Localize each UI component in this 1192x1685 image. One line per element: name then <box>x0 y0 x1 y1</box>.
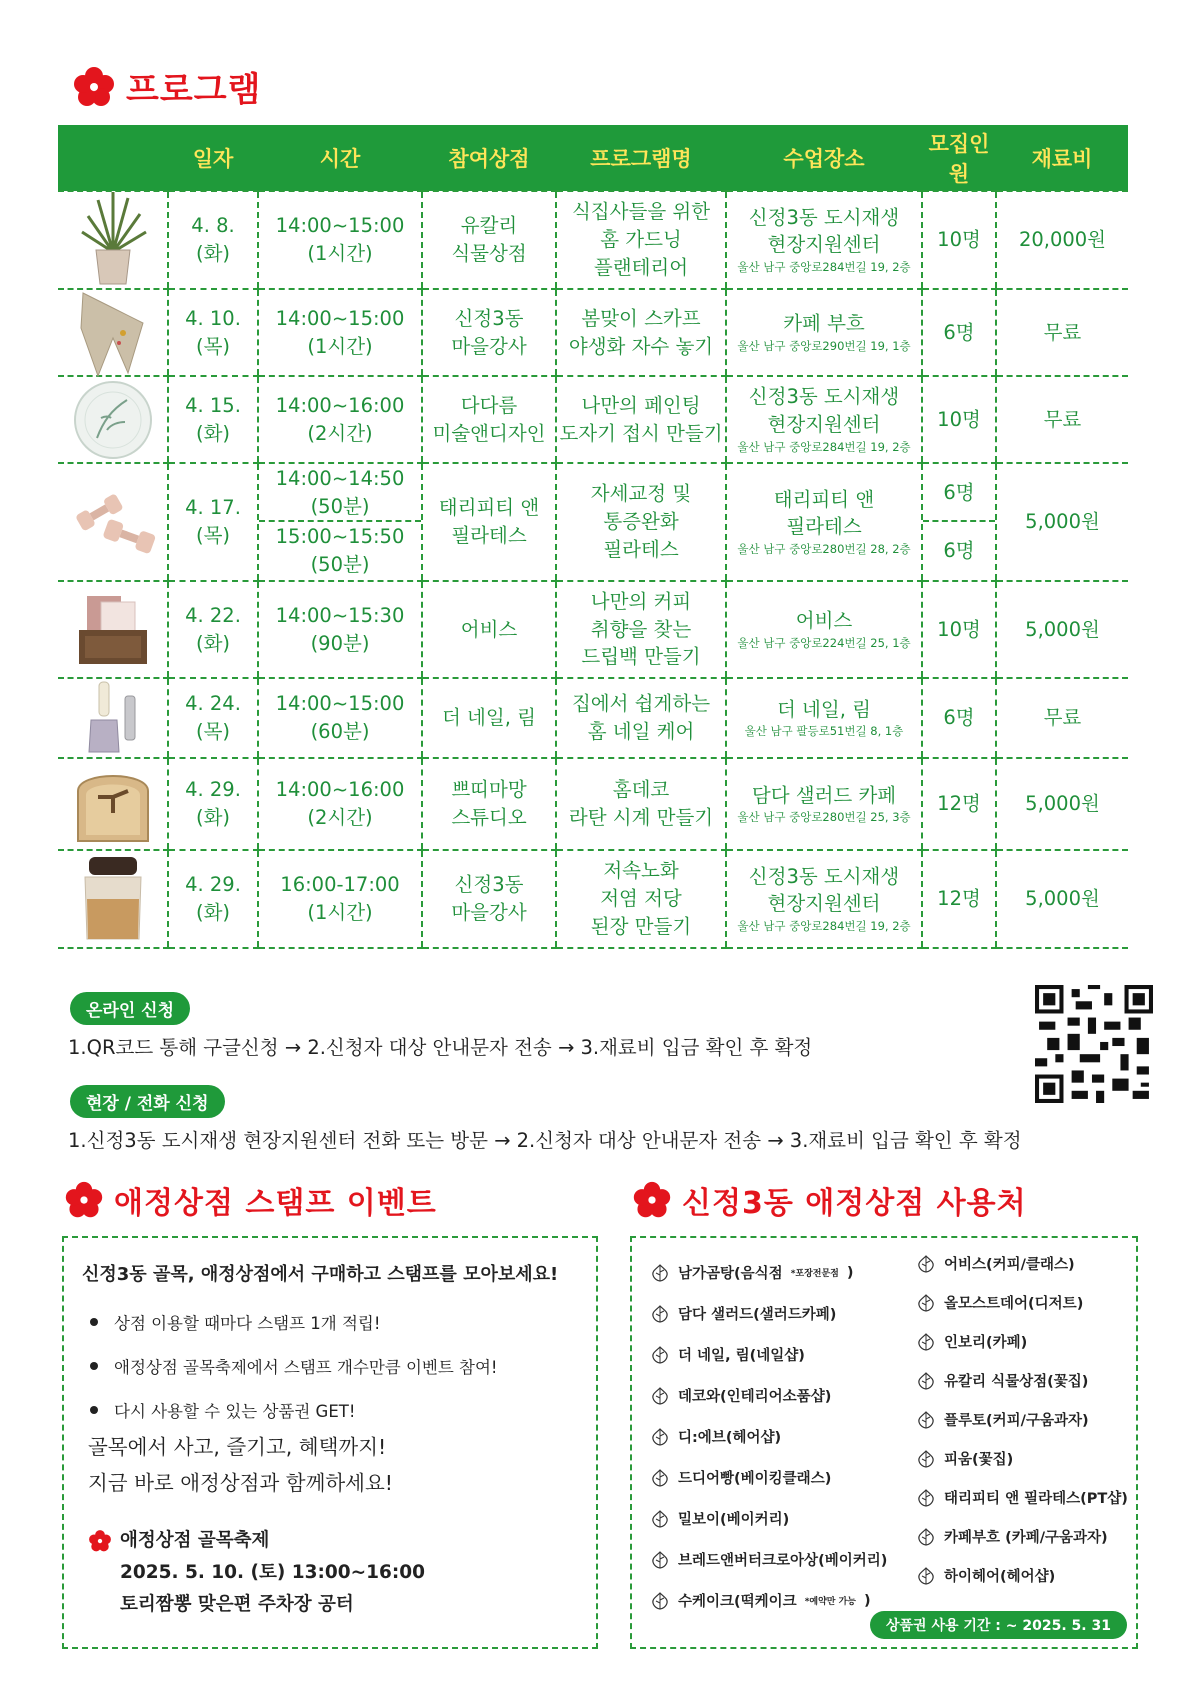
list-item: 플루토(커피/구움과자) <box>916 1400 1128 1439</box>
stamp-event-box <box>62 1236 598 1649</box>
leaf-outline-icon <box>650 1509 670 1529</box>
header-people: 모집인원 <box>922 125 996 191</box>
cell-shop: 신정3동 마을강사 <box>422 289 556 376</box>
thumb-dumbbell <box>58 463 168 581</box>
cell-time: 14:00~15:00 (1시간) <box>258 191 422 289</box>
list-item: 담다 샐러드(샐러드카페) <box>650 1293 887 1334</box>
cell-fee: 5,000원 <box>996 581 1128 678</box>
usage-box <box>630 1236 1138 1649</box>
offline-signup-steps: 1.신정3동 도시재생 현장지원센터 전화 또는 방문 → 2.신청자 대상 안내문자 전송 → 3.재료비 입금 확인 후 확정 <box>68 1129 1022 1152</box>
program-section-title <box>72 62 261 111</box>
cell-fee: 무료 <box>996 678 1128 758</box>
cell-fee: 20,000원 <box>996 191 1128 289</box>
cell-program: 식집사들을 위한 홈 가드닝 플랜테리어 <box>556 191 726 289</box>
list-item: 하이헤어(헤어샵) <box>916 1556 1128 1595</box>
cell-place: 신정3동 도시재생 현장지원센터 울산 남구 중앙로284번길 19, 2층 <box>726 191 922 289</box>
cell-date: 4. 29. (화) <box>168 758 258 850</box>
list-item: 태리피티 앤 필라테스(PT샵) <box>916 1478 1128 1517</box>
cell-place: 태리피티 앤 필라테스 울산 남구 중앙로280번길 28, 2층 <box>726 463 922 581</box>
cell-fee: 5,000원 <box>996 463 1128 581</box>
leaf-outline-icon <box>916 1293 936 1313</box>
leaf-outline-icon <box>650 1345 670 1365</box>
table-row <box>58 289 1128 376</box>
cell-place: 담다 샐러드 카페 울산 남구 중앙로280번길 25, 3층 <box>726 758 922 850</box>
header-program: 프로그램명 <box>556 125 726 191</box>
table-row <box>58 191 1128 289</box>
list-item: 더 네일, 림(네일샵) <box>650 1334 887 1375</box>
cell-program: 나만의 페인팅 도자기 접시 만들기 <box>556 376 726 463</box>
flower-icon <box>632 1180 672 1220</box>
festival-info <box>88 1525 425 1620</box>
thumb-scarf <box>58 289 168 376</box>
cell-shop: 더 네일, 림 <box>422 678 556 758</box>
list-item: 남가곰탕(음식점 *포장전문점 ) <box>650 1252 887 1293</box>
cell-fee: 5,000원 <box>996 850 1128 948</box>
header-shop: 참여상점 <box>422 125 556 191</box>
list-item: 카페부흐 (카페/구움과자) <box>916 1517 1128 1556</box>
leaf-outline-icon <box>916 1488 936 1508</box>
thumb-plate <box>58 376 168 463</box>
list-item: 애정상점 골목축제에서 스탬프 개수만큼 이벤트 참여! <box>90 1354 498 1378</box>
leaf-outline-icon <box>650 1550 670 1570</box>
cell-time: 14:00~15:30 (90분) <box>258 581 422 678</box>
cell-program: 나만의 커피 취향을 찾는 드립백 만들기 <box>556 581 726 678</box>
qr-code[interactable] <box>1035 985 1153 1103</box>
leaf-outline-icon <box>650 1304 670 1324</box>
list-item: 올모스트데어(디저트) <box>916 1283 1128 1322</box>
cell-people: 6명 <box>922 289 996 376</box>
cell-shop: 쁘띠마망 스튜디오 <box>422 758 556 850</box>
cell-date: 4. 22. (화) <box>168 581 258 678</box>
list-item: 브레드앤버터크로아상(베이커리) <box>650 1539 887 1580</box>
stamp-headline: 신정3동 골목, 애정상점에서 구매하고 스탬프를 모아보세요! <box>82 1264 559 1285</box>
cell-place: 신정3동 도시재생 현장지원센터 울산 남구 중앙로284번길 19, 2층 <box>726 376 922 463</box>
leaf-outline-icon <box>916 1254 936 1274</box>
cell-fee: 무료 <box>996 289 1128 376</box>
cell-date: 4. 8. (화) <box>168 191 258 289</box>
cell-time: 14:00~15:00 (1시간) <box>258 289 422 376</box>
usage-section-title <box>632 1178 1027 1222</box>
leaf-outline-icon <box>650 1427 670 1447</box>
header-fee: 재료비 <box>996 125 1128 191</box>
cell-date: 4. 17. (목) <box>168 463 258 581</box>
people-slot-b: 6명 <box>943 538 975 562</box>
leaf-outline-icon <box>916 1332 936 1352</box>
offline-signup-badge: 현장 / 전화 신청 <box>70 1085 225 1118</box>
shop-list-left <box>650 1252 887 1621</box>
cell-fee: 무료 <box>996 376 1128 463</box>
thumb-rattan-clock <box>58 758 168 850</box>
leaf-outline-icon <box>650 1263 670 1283</box>
table-header-row <box>58 125 1128 191</box>
cell-place: 신정3동 도시재생 현장지원센터 울산 남구 중앙로284번길 19, 2층 <box>726 850 922 948</box>
cell-place: 카페 부흐 울산 남구 중앙로290번길 19, 1층 <box>726 289 922 376</box>
cell-program: 홈데코 라탄 시계 만들기 <box>556 758 726 850</box>
table-row <box>58 850 1128 948</box>
cell-time-split <box>258 463 422 581</box>
cell-time: 14:00~16:00 (2시간) <box>258 376 422 463</box>
cell-people: 12명 <box>922 850 996 948</box>
cell-people-split <box>922 463 996 581</box>
list-item: 데코와(인테리어소품샵) <box>650 1375 887 1416</box>
list-item: 피움(꽃집) <box>916 1439 1128 1478</box>
online-signup-steps: 1.QR코드 통해 구글신청 → 2.신청자 대상 안내문자 전송 → 3.재료비 입금 확인 후 확정 <box>68 1036 813 1059</box>
cell-program: 집에서 쉽게하는 홈 네일 케어 <box>556 678 726 758</box>
flower-icon <box>64 1180 104 1220</box>
header-place: 수업장소 <box>726 125 922 191</box>
leaf-outline-icon <box>650 1468 670 1488</box>
leaf-outline-icon <box>650 1386 670 1406</box>
list-item: 밀보이(베이커리) <box>650 1498 887 1539</box>
cell-time: 16:00-17:00 (1시간) <box>258 850 422 948</box>
program-title: 프로그램 <box>126 70 262 110</box>
stamp-title: 애정상점 스탬프 이벤트 <box>114 1186 437 1221</box>
cell-shop: 유칼리 식물상점 <box>422 191 556 289</box>
table-row <box>58 678 1128 758</box>
cell-time: 14:00~16:00 (2시간) <box>258 758 422 850</box>
list-item: 어비스(커피/클래스) <box>916 1244 1128 1283</box>
list-item: 디:에브(헤어샵) <box>650 1416 887 1457</box>
cell-people: 6명 <box>922 678 996 758</box>
thumb-doenjang-jar <box>58 850 168 948</box>
cell-date: 4. 10. (목) <box>168 289 258 376</box>
cell-shop: 다다름 미술앤디자인 <box>422 376 556 463</box>
cell-date: 4. 29. (화) <box>168 850 258 948</box>
cell-people: 10명 <box>922 191 996 289</box>
header-date: 일자 <box>168 125 258 191</box>
program-table <box>58 125 1128 949</box>
cell-fee: 5,000원 <box>996 758 1128 850</box>
cell-date: 4. 15. (화) <box>168 376 258 463</box>
voucher-period-badge: 상품권 사용 기간 : ~ 2025. 5. 31 <box>870 1611 1127 1639</box>
cell-people: 12명 <box>922 758 996 850</box>
list-item: 드디어빵(베이킹클래스) <box>650 1457 887 1498</box>
cell-place: 더 네일, 림 울산 남구 팔등로51번길 8, 1층 <box>726 678 922 758</box>
time-slot-a: 14:00~14:50 (50분) <box>259 465 421 522</box>
cell-shop: 어비스 <box>422 581 556 678</box>
cell-program: 저속노화 저염 저당 된장 만들기 <box>556 850 726 948</box>
festival-date: 2025. 5. 10. (토) 13:00~16:00 <box>120 1561 426 1583</box>
cell-people: 10명 <box>922 376 996 463</box>
stamp-section-title <box>64 1178 437 1222</box>
list-item: 수케이크(떡케이크 *예약만 가능 ) <box>650 1580 887 1621</box>
cell-program: 봄맞이 스카프 야생화 자수 놓기 <box>556 289 726 376</box>
table-row <box>58 463 1128 581</box>
list-item: 인보리(카페) <box>916 1322 1128 1361</box>
leaf-outline-icon <box>916 1449 936 1469</box>
cell-date: 4. 24. (목) <box>168 678 258 758</box>
flower-icon <box>88 1529 112 1553</box>
header-time: 시간 <box>258 125 422 191</box>
festival-title: 애정상점 골목축제 <box>120 1530 270 1551</box>
cell-place: 어비스 울산 남구 중앙로224번길 25, 1층 <box>726 581 922 678</box>
cell-shop: 태리피티 앤 필라테스 <box>422 463 556 581</box>
cell-program: 자세교정 및 통증완화 필라테스 <box>556 463 726 581</box>
stamp-slogan: 골목에서 사고, 즐기고, 혜택까지! 지금 바로 애정상점과 함께하세요! <box>88 1435 394 1495</box>
table-row <box>58 758 1128 850</box>
shop-list-right <box>916 1244 1128 1595</box>
people-slot-a: 6명 <box>923 465 995 522</box>
header-image <box>58 125 168 191</box>
leaf-outline-icon <box>916 1410 936 1430</box>
online-signup-badge: 온라인 신청 <box>70 992 190 1025</box>
thumb-nail-kit <box>58 678 168 758</box>
table-row <box>58 581 1128 678</box>
thumb-dripbag-box <box>58 581 168 678</box>
stamp-benefits-list <box>90 1310 498 1442</box>
thumb-plant-pot <box>58 191 168 289</box>
cell-shop: 신정3동 마을강사 <box>422 850 556 948</box>
leaf-outline-icon <box>650 1591 670 1611</box>
festival-place: 토리짬뽕 맞은편 주차장 공터 <box>120 1593 354 1615</box>
flower-icon <box>72 65 116 109</box>
leaf-outline-icon <box>916 1566 936 1586</box>
usage-title: 신정3동 애정상점 사용처 <box>682 1186 1027 1221</box>
leaf-outline-icon <box>916 1371 936 1391</box>
time-slot-b: 15:00~15:50 (50분) <box>275 524 405 576</box>
table-row <box>58 376 1128 463</box>
leaf-outline-icon <box>916 1527 936 1547</box>
list-item: 유칼리 식물상점(꽃집) <box>916 1361 1128 1400</box>
cell-time: 14:00~15:00 (60분) <box>258 678 422 758</box>
list-item: 상점 이용할 때마다 스탬프 1개 적립! <box>90 1310 498 1334</box>
list-item: 다시 사용할 수 있는 상품권 GET! <box>90 1398 498 1422</box>
cell-people: 10명 <box>922 581 996 678</box>
